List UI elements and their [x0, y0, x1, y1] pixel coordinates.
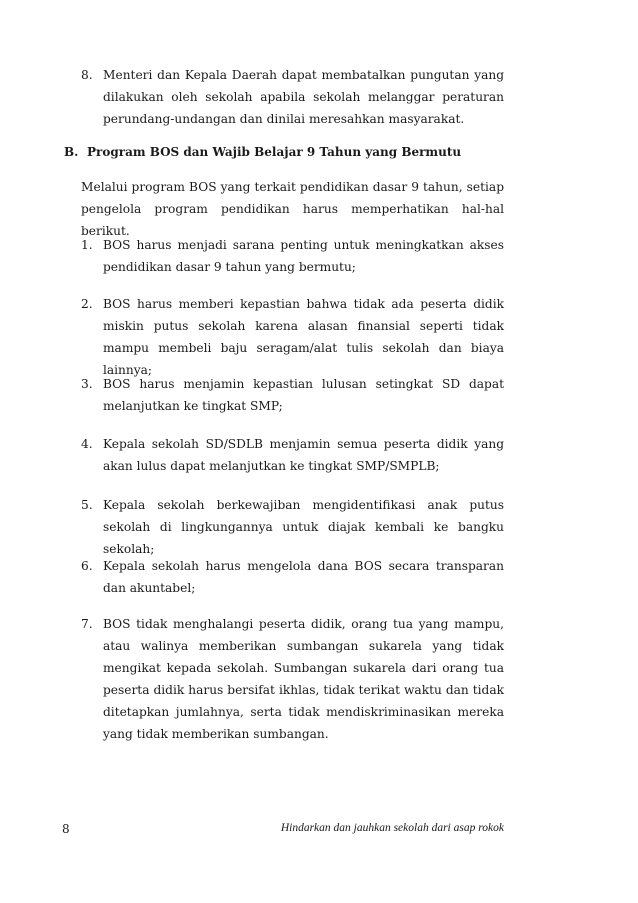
list-item-text: Kepala sekolah SD/SDLB menjamin semua peserta didik yang akan lulus dapat melanjutkan ke tingkat SMP/SMPLB;	[103, 437, 504, 473]
list-item-number: 3.	[81, 377, 93, 391]
list-item-number: 5.	[81, 498, 93, 512]
list-item-text: Kepala sekolah berkewajiban mengidentifikasi anak putus sekolah di lingkungannya untuk diajak kembali ke bangku sekolah;	[103, 498, 504, 556]
list-item-text: BOS tidak menghalangi peserta didik, orang tua yang mampu, atau walinya memberikan sumbangan sukarela yang tidak mengikat kepada sekolah. Sumbangan sukarela dari orang tua peserta didik harus bersifat ikhlas, tidak terikat waktu dan tidak ditetapkan jumlahnya, serta tidak mendiskriminasikan mereka yang tidak memberikan sumbangan.	[103, 617, 504, 741]
list-item-text: BOS harus menjamin kepastian lulusan setingkat SD dapat melanjutkan ke tingkat SMP;	[103, 377, 504, 413]
footer-title: Hindarkan dan jauhkan sekolah dari asap rokok	[280, 822, 504, 834]
section-heading	[64, 141, 461, 163]
section-letter: B.	[64, 145, 79, 159]
list-item-number: 7.	[81, 617, 93, 631]
list-item-text: Menteri dan Kepala Daerah dapat membatalkan pungutan yang dilakukan oleh sekolah apabila sekolah melanggar peraturan perundang-undangan dan dinilai meresahkan masyarakat.	[103, 68, 504, 126]
list-item-number: 6.	[81, 559, 93, 573]
list-item-text: BOS harus menjadi sarana penting untuk meningkatkan akses pendidikan dasar 9 tahun yang bermutu;	[103, 238, 504, 274]
list-item-number: 4.	[81, 437, 93, 451]
list-item-number: 2.	[81, 297, 93, 311]
page-number: 8	[62, 822, 70, 836]
list-item-number: 8.	[81, 68, 93, 82]
list-item-text: BOS harus memberi kepastian bahwa tidak ada peserta didik miskin putus sekolah karena alasan finansial seperti tidak mampu membeli baju seragam/alat tulis sekolah dan biaya lainnya;	[103, 297, 504, 377]
list-item-number: 1.	[81, 238, 93, 252]
section-title: Program BOS dan Wajib Belajar 9 Tahun yang Bermutu	[87, 145, 462, 159]
intro-paragraph: Melalui program BOS yang terkait pendidikan dasar 9 tahun, setiap pengelola program pendidikan harus memperhatikan hal-hal berikut.	[81, 180, 504, 238]
list-item-text: Kepala sekolah harus mengelola dana BOS secara transparan dan akuntabel;	[103, 559, 504, 595]
